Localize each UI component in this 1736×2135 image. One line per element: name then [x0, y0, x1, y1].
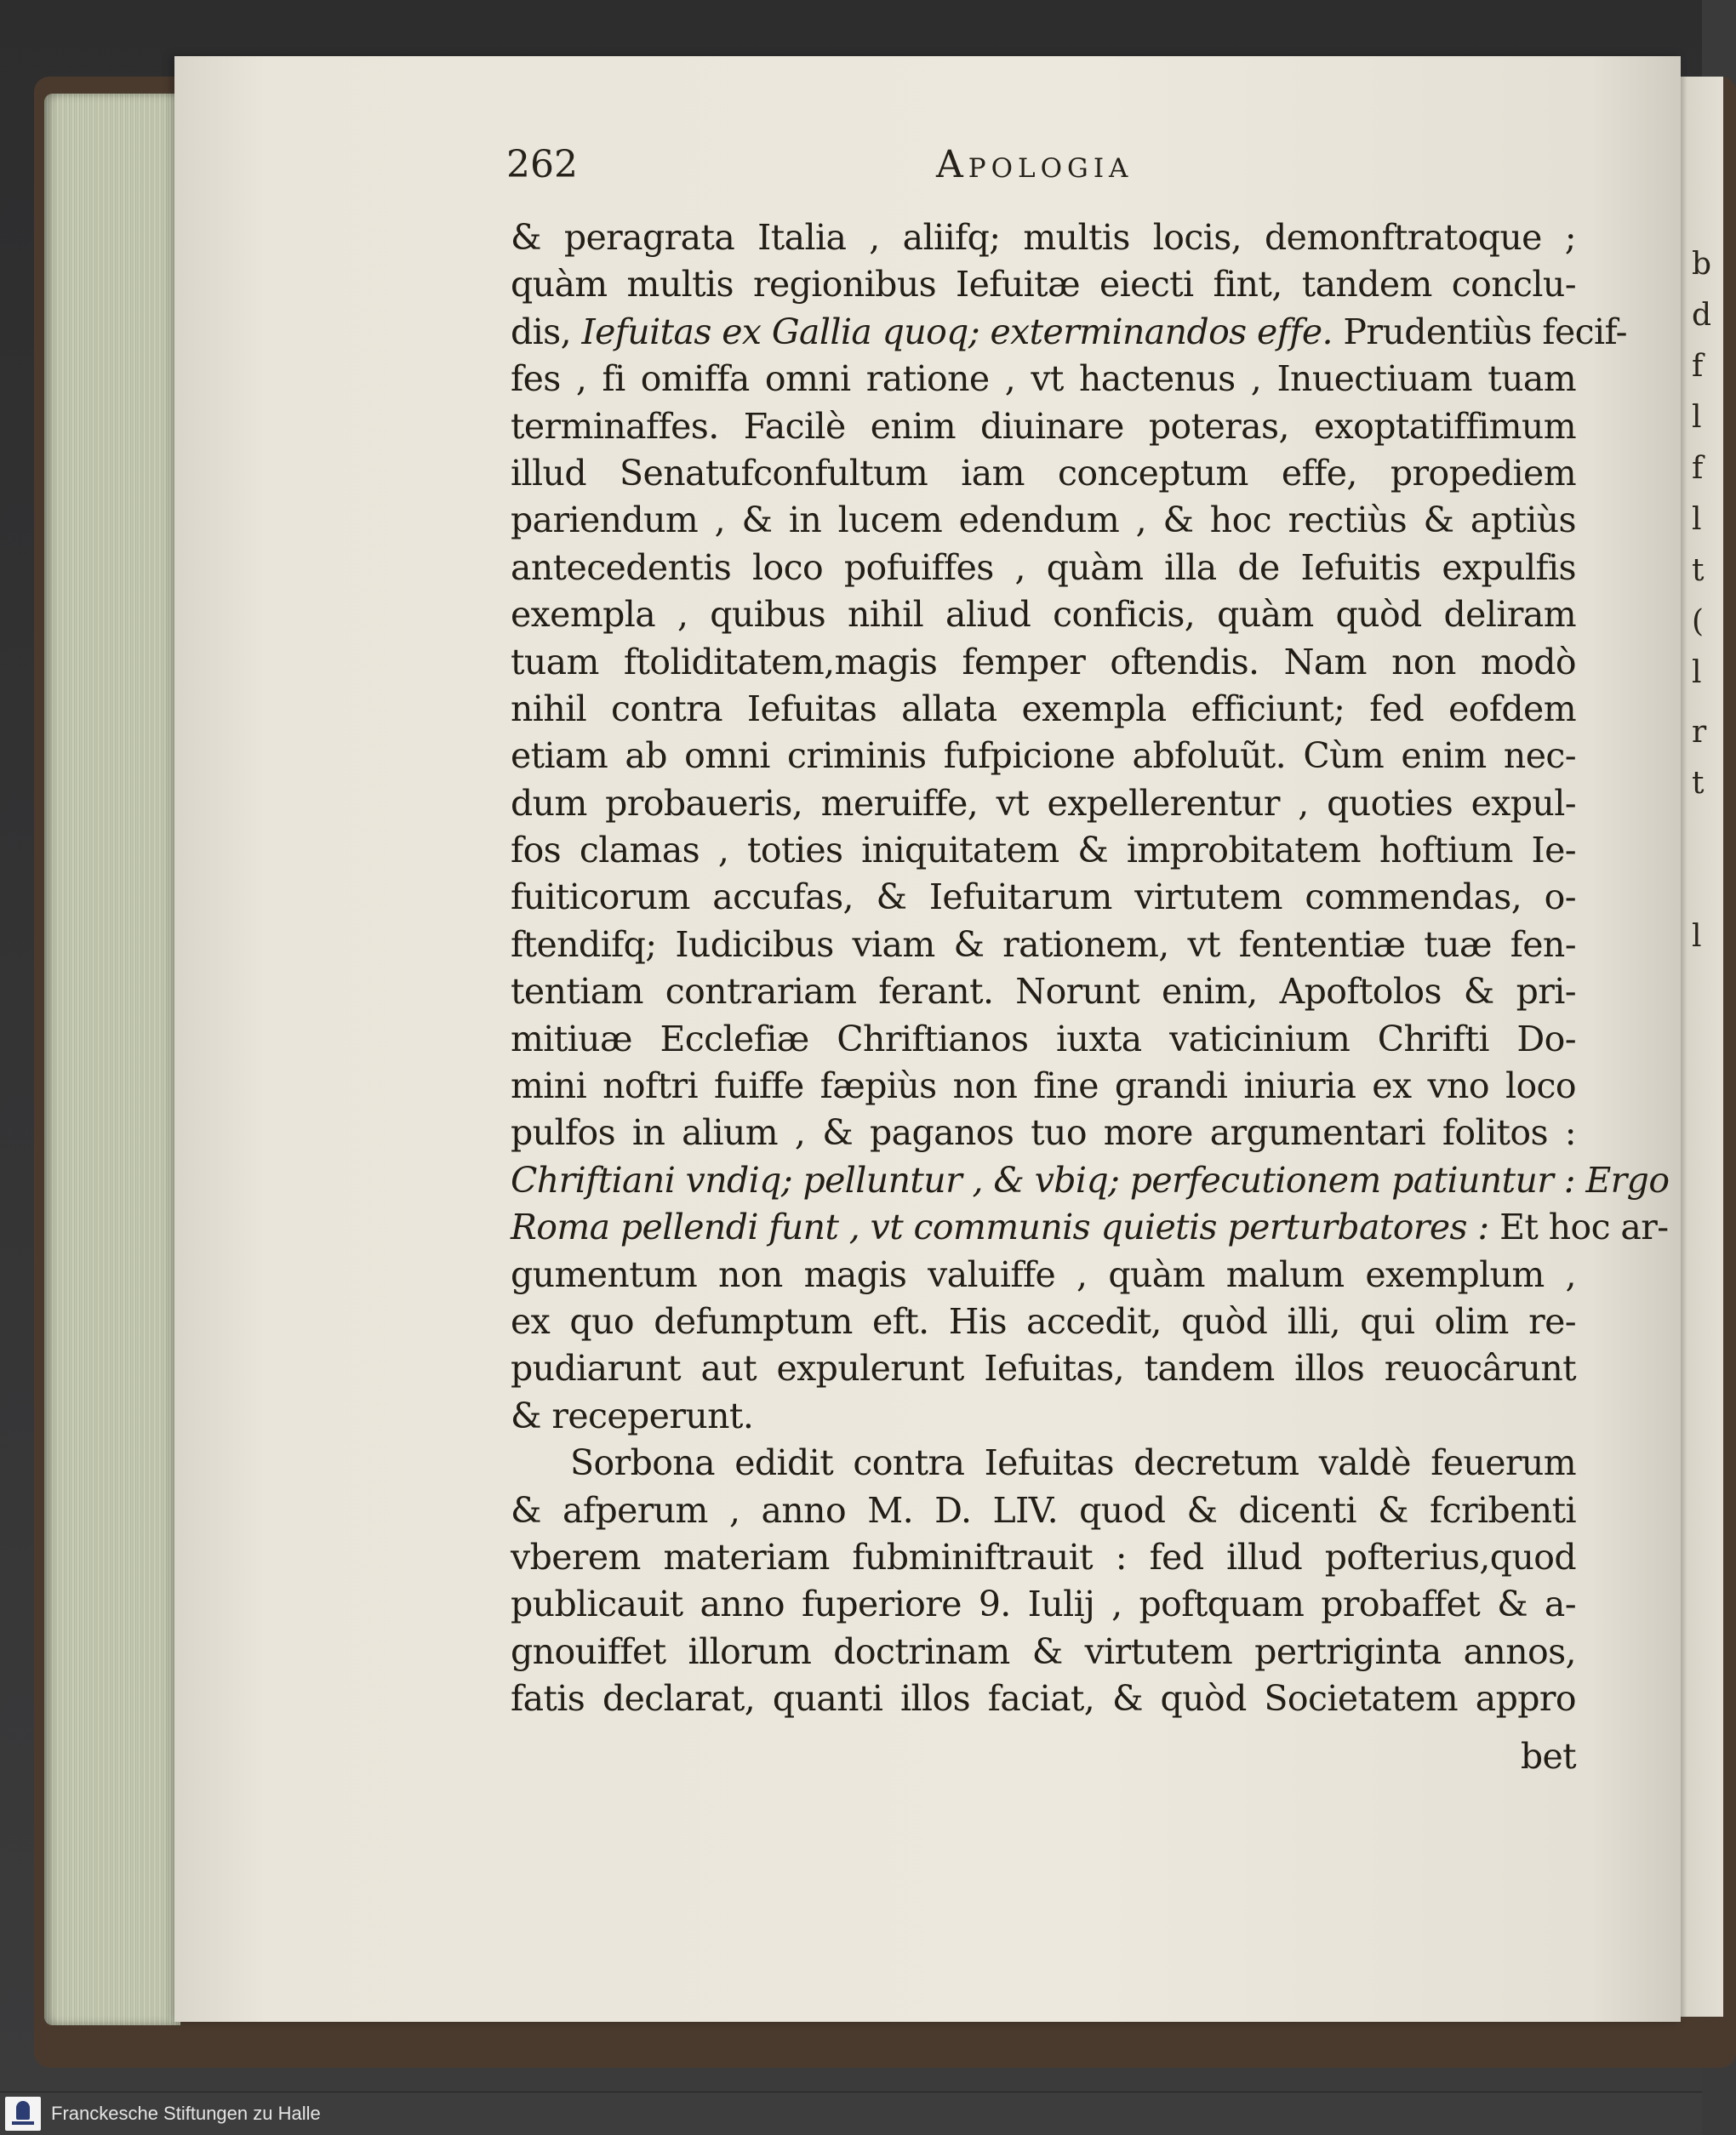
facing-page-letter: ( — [1692, 604, 1705, 639]
catchword: bet — [1520, 1735, 1576, 1777]
text-line: pudiarunt aut expulerunt Iefuitas, tandem illos reuocârunt — [511, 1348, 1576, 1390]
italic-text-line: Chriftiani vndiq; pelluntur , & vbiq; perfecutionem patiuntur : Ergo — [511, 1159, 1670, 1201]
page-header — [506, 143, 1570, 194]
text-line: gumentum non magis valuiffe , quàm malum exemplum , — [511, 1253, 1576, 1295]
facing-page-letter: t — [1692, 766, 1705, 801]
text-line: tuam ftoliditatem,magis femper oftendis. Nam non modò — [511, 641, 1576, 682]
facing-page-letter: f — [1692, 349, 1704, 384]
text-line-end: Prudentiùs fecif- — [1332, 311, 1627, 352]
italic-quote: Iefuitas ex Gallia quoq; exterminandos effe. — [581, 311, 1333, 352]
page-edges — [44, 94, 180, 2025]
text-line: quàm multis regionibus Iefuitæ eiecti fint, tandem conclu- — [511, 264, 1576, 305]
text-line: exempla , quibus nihil aliud conficis, quàm quòd deliram — [511, 594, 1576, 636]
text-line: pulfos in alium , & paganos tuo more argumentari folitos : — [511, 1112, 1576, 1154]
italic-quote: Roma pellendi funt , vt communis quietis perturbatores : — [511, 1207, 1500, 1248]
text-line: mini noftri fuiffe fæpiùs non fine grandi iniuria ex vno loco — [511, 1065, 1576, 1107]
facing-page-letter: r — [1692, 715, 1707, 750]
facing-page-letter: f — [1692, 451, 1704, 486]
text-line: etiam ab omni criminis fufpicione abfoluũt. Cùm enim nec- — [511, 735, 1576, 777]
paragraph-start-line: Sorbona edidit contra Iefuitas decretum valdè feuerum — [570, 1442, 1576, 1484]
institution-logo-icon — [5, 2097, 41, 2131]
facing-page-letter: d — [1692, 298, 1712, 333]
text-line-start: dis, — [511, 311, 582, 352]
text-line: fatis declarat, quanti illos faciat, & quòd Societatem appro — [511, 1678, 1576, 1720]
text-line: & receperunt. — [511, 1395, 754, 1436]
page-number: 262 — [506, 143, 578, 186]
running-head: Apologia — [936, 143, 1134, 186]
text-line: vberem materiam fubminiftrauit : fed illud pofterius,quod — [511, 1536, 1576, 1578]
facing-page-letter: b — [1692, 247, 1712, 282]
text-line: pariendum , & in lucem edendum , & hoc rectiùs & aptiùs — [511, 499, 1576, 541]
footer-institution: Franckesche Stiftungen zu Halle — [51, 2103, 321, 2124]
text-line: gnouiffet illorum doctrinam & virtutem pertriginta annos, — [511, 1630, 1576, 1672]
body-text — [511, 214, 1670, 1780]
facing-page-letter: t — [1692, 553, 1705, 588]
text-line: & peragrata Italia , aliifq; multis locis, demonftratoque ; — [511, 217, 1576, 258]
facing-page-letter: l — [1692, 655, 1702, 690]
facing-page-letter: l — [1692, 400, 1702, 435]
text-line: terminaffes. Facilè enim diuinare poteras, exoptatiffimum — [511, 405, 1576, 447]
text-line: nihil contra Iefuitas allata exempla efficiunt; fed eofdem — [511, 688, 1576, 729]
text-line: publicauit anno fuperiore 9. Iulij , poftquam probaffet & a- — [511, 1584, 1576, 1625]
text-line: tentiam contrariam ferant. Norunt enim, Apoftolos & pri- — [511, 971, 1576, 1013]
text-line-end: Et hoc ar- — [1499, 1207, 1669, 1248]
text-line: & afperum , anno M. D. LIV. quod & dicenti & fcribenti — [511, 1489, 1576, 1531]
text-line: illud Senatufconfultum iam conceptum effe, propediem — [511, 452, 1576, 494]
text-line: ex quo defumptum eft. His accedit, quòd illi, qui olim re- — [511, 1300, 1576, 1342]
text-line: fes , fi omiffa omni ratione , vt hactenus , Inuectiuam tuam — [511, 358, 1576, 400]
text-line: fos clamas , toties iniquitatem & improbitatem hoftium Ie- — [511, 830, 1576, 871]
text-line — [511, 309, 1627, 356]
text-line — [511, 1204, 1669, 1251]
text-line: fuiticorum accufas, & Iefuitarum virtutem commendas, o- — [511, 876, 1576, 918]
text-line: dum probaueris, meruiffe, vt expellerentur , quoties expul- — [511, 782, 1576, 824]
text-line: antecedentis loco pofuiffes , quàm illa de Iefuitis expulfis — [511, 546, 1576, 588]
facing-page-letter: l — [1692, 919, 1702, 954]
facing-page-letter: l — [1692, 502, 1702, 537]
text-line: mitiuæ Ecclefiæ Chriftianos iuxta vaticinium Chrifti Do- — [511, 1018, 1576, 1059]
footer-bar — [0, 2092, 1702, 2135]
text-line: ftendifq; Iudicibus viam & rationem, vt fententiæ tuæ fen- — [511, 923, 1576, 965]
